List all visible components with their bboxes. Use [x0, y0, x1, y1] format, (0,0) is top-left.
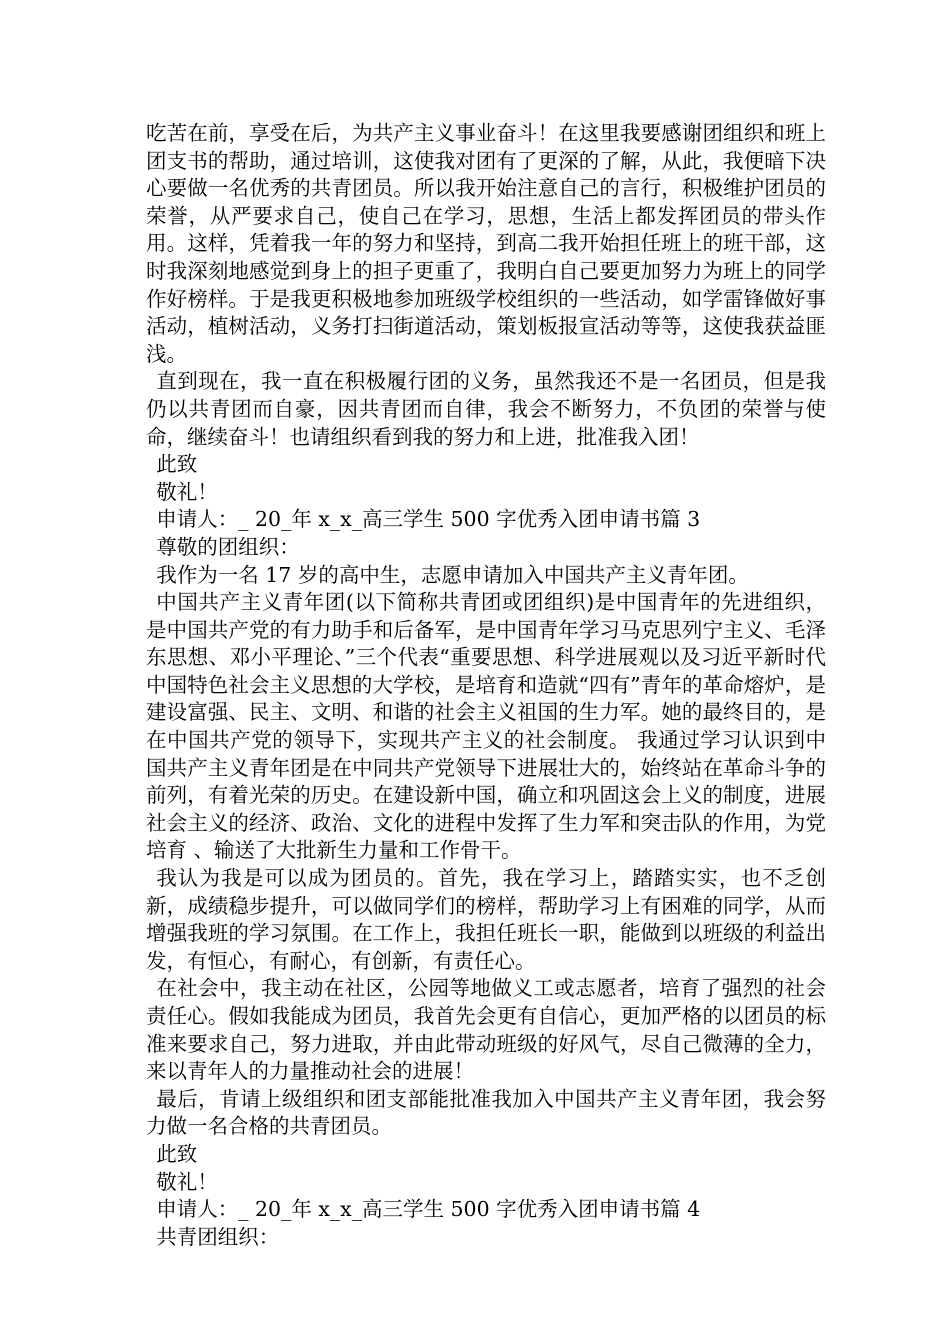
- applicant-signature-line: 申请人：_ 20_年 x_x_高三学生 500 字优秀入团申请书篇 3: [156, 507, 701, 532]
- paragraph: 中国共产主义青年团(以下简称共青团或团组织)是中国青年的先进组织，是中国共产党的有力助手和后备军，是中国青年学习马克思列宁主义、毛泽东思想、邓小平理论、”三个代表“重要思想、科学进展观以及习近平新时代中国特色社会主义思想的大学校，是培育和造就“四有”青年的革命熔炉，是建设富强、民主、文明、和谐的社会主义祖国的生力军。她的最终目的，是在中国共产党的领导下，实现共产主义的社会制度。 我通过学习认识到中国共产主义青年团是在中同共产党领导下进展壮大的，始终站在革命斗争的前列，有着光荣的历史。在建设新中国，确立和巩固这会上义的制度，进展社会主义的经济、政治、文化的进程中发挥了生力军和突击队的作用，为党培育 、输送了大批新生力量和工作骨干。: [146, 590, 826, 863]
- closing-salutation: 此致: [156, 1141, 198, 1166]
- closing-regards: 敬礼！: [156, 1169, 218, 1194]
- document-body: [146, 120, 826, 1251]
- paragraph: 直到现在，我一直在积极履行团的义务，虽然我还不是一名团员，但是我仍以共青团而自豪，因共青团而自律，我会不断努力，不负团的荣誉与使命，继续奋斗！也请组织看到我的努力和上进，批准我入团！: [146, 369, 826, 449]
- closing-regards: 敬礼！: [156, 479, 218, 504]
- closing-salutation: 此致: [156, 452, 198, 477]
- paragraph: 我作为一名 17 岁的高中生，志愿申请加入中国共产主义青年团。: [156, 562, 749, 587]
- letter-greeting: 尊敬的团组织：: [156, 534, 300, 559]
- paragraph: 吃苦在前，享受在后，为共产主义事业奋斗！在这里我要感谢团组织和班上团支书的帮助，通过培训，这使我对团有了更深的了解，从此，我便暗下决心要做一名优秀的共青团员。所以我开始注意自己的言行，积极维护团员的荣誉，从严要求自己，使自己在学习，思想，生活上都发挥团员的带头作用。这样，凭着我一年的努力和坚持，到高二我开始担任班上的班干部，这时我深刻地感觉到身上的担子更重了，我明白自己要更加努力为班上的同学作好榜样。于是我更积极地参加班级学校组织的一些活动，如学雷锋做好事活动，植树活动，义务打扫街道活动，策划板报宣活动等等，这使我获益匪浅。: [146, 121, 826, 366]
- paragraph: 最后，肯请上级组织和团支部能批准我加入中国共产主义青年团，我会努力做一名合格的共青团员。: [146, 1086, 826, 1139]
- paragraph: 在社会中，我主动在社区，公园等地做义工或志愿者，培育了强烈的社会责任心。假如我能成为团员，我首先会更有自信心，更加严格的以团员的标准来要求自己，努力进取，并由此带动班级的好风气，尽自己微薄的全力，来以青年人的力量推动社会的进展！: [146, 976, 826, 1084]
- letter-greeting: 共青团组织：: [156, 1224, 280, 1249]
- paragraph: 我认为我是可以成为团员的。首先，我在学习上，踏踏实实，也不乏创新，成绩稳步提升，可以做同学们的榜样，帮助学习上有困难的同学，从而增强我班的学习氛围。在工作上，我担任班长一职，能做到以班级的利益出发，有恒心，有耐心，有创新，有责任心。: [146, 866, 826, 973]
- applicant-signature-line: 申请人：_ 20_年 x_x_高三学生 500 字优秀入团申请书篇 4: [156, 1197, 701, 1222]
